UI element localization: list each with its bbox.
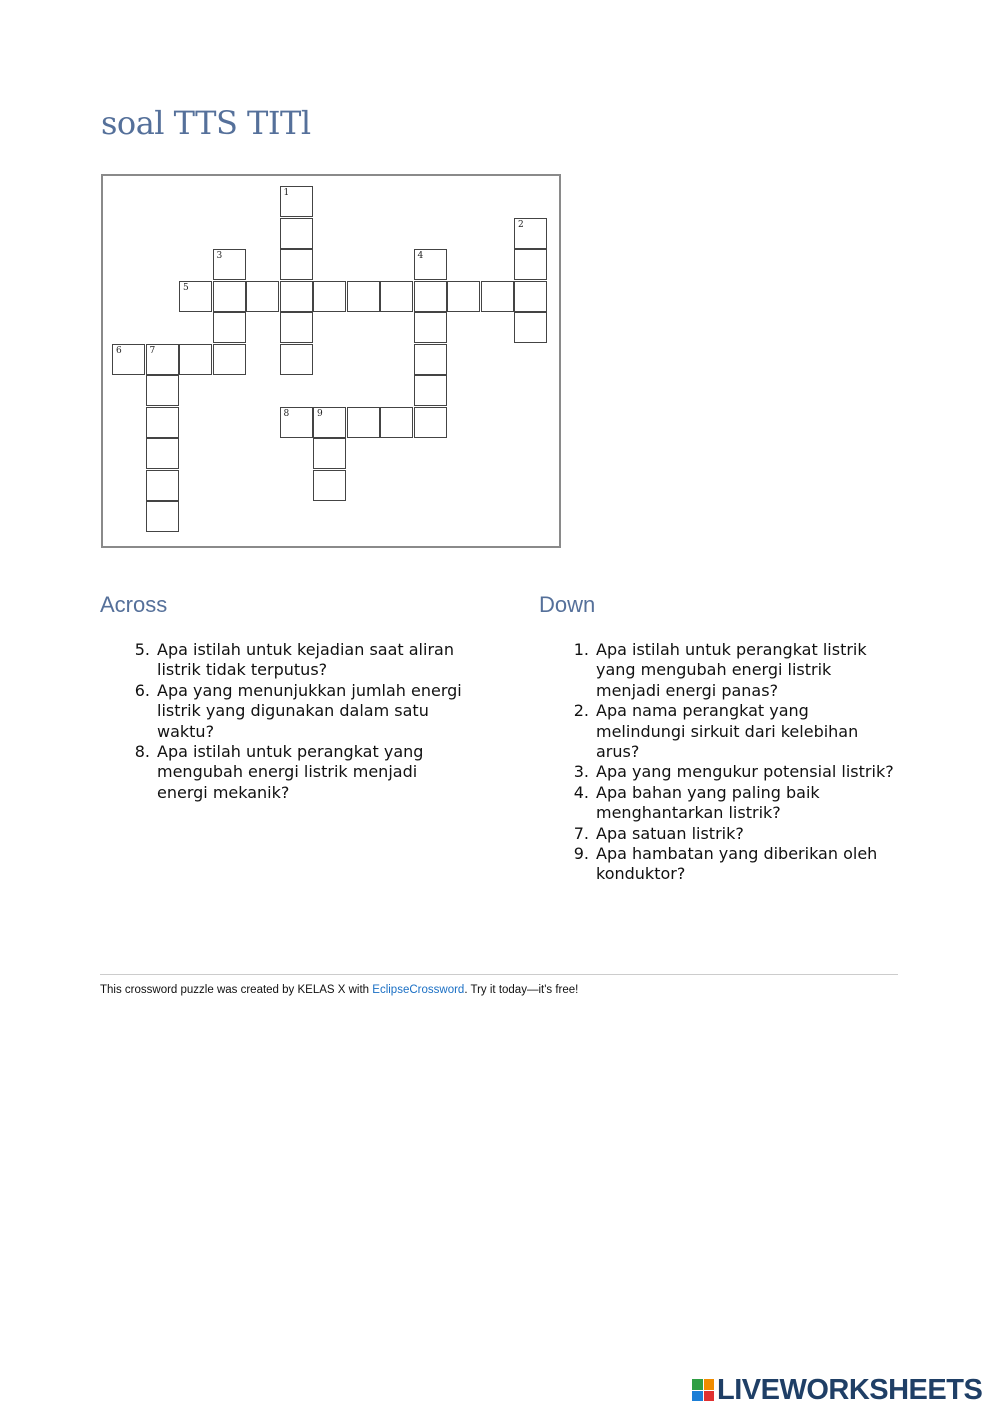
- crossword-cell[interactable]: [246, 281, 279, 312]
- crossword-cell[interactable]: [313, 281, 346, 312]
- crossword-cell[interactable]: [146, 470, 179, 501]
- clue-text: Apa nama perangkat yang melindungi sirkuit dari kelebihan arus?: [596, 701, 859, 762]
- crossword-cell[interactable]: [313, 470, 346, 501]
- clue-text: Apa istilah untuk perangkat yang mengubah energi listrik menjadi energi mekanik?: [157, 742, 424, 802]
- clue-number: 7.: [573, 823, 589, 843]
- crossword-cell[interactable]: [179, 344, 212, 375]
- clue-number-label: 2: [518, 219, 524, 230]
- crossword-cell[interactable]: [347, 407, 380, 438]
- clue-text: Apa bahan yang paling baik menghantarkan listrik?: [596, 782, 820, 823]
- clue-number-label: 3: [216, 251, 223, 261]
- crossword-cell[interactable]: [414, 344, 447, 375]
- crossword-cell[interactable]: [280, 186, 313, 217]
- across-clue: [107, 681, 467, 742]
- liveworksheets-brand[interactable]: [692, 1374, 982, 1406]
- crossword-cell[interactable]: [280, 407, 313, 438]
- across-heading: Across: [100, 592, 168, 617]
- crossword-cell[interactable]: [414, 375, 447, 406]
- page-title: soal TTS TITl: [101, 104, 311, 142]
- crossword-cell[interactable]: [280, 281, 313, 312]
- down-clue: [546, 844, 896, 885]
- crossword-cell[interactable]: [146, 438, 179, 469]
- crossword-cell[interactable]: [146, 501, 179, 532]
- crossword-cell[interactable]: [514, 312, 547, 343]
- crossword-cell[interactable]: [280, 312, 313, 343]
- crossword-grid: [101, 174, 561, 548]
- brand-name: LIVEWORKSHEETS: [717, 1373, 983, 1406]
- crossword-cell[interactable]: [380, 407, 413, 438]
- clue-number: 4.: [573, 782, 589, 802]
- footer-prefix: This crossword puzzle was created by KELAS X with: [100, 984, 373, 996]
- clue-number-label: 5: [183, 282, 189, 293]
- crossword-cell[interactable]: [414, 407, 447, 438]
- across-clue: [107, 742, 467, 803]
- liveworksheets-logo-icon: [692, 1379, 714, 1401]
- crossword-cell[interactable]: [481, 281, 514, 312]
- across-clue-list: [107, 640, 467, 803]
- crossword-cell[interactable]: [514, 281, 547, 312]
- crossword-cell[interactable]: [213, 281, 246, 312]
- crossword-cell[interactable]: [280, 218, 313, 249]
- crossword-cell[interactable]: [146, 344, 179, 375]
- crossword-cell[interactable]: [447, 281, 480, 312]
- crossword-cell[interactable]: [414, 281, 447, 312]
- crossword-cell[interactable]: [213, 344, 246, 375]
- crossword-cell[interactable]: [514, 218, 547, 249]
- down-clue-list: [546, 640, 896, 885]
- footer-divider: [100, 974, 898, 975]
- across-clue: [107, 640, 467, 681]
- clue-number: 1.: [573, 640, 589, 659]
- clue-text: Apa yang menunjukkan jumlah energi listrik yang digunakan dalam satu waktu?: [157, 680, 462, 741]
- clue-number: 6.: [134, 680, 150, 700]
- clue-number-label: 1: [283, 188, 290, 198]
- down-heading: Down: [539, 592, 596, 617]
- crossword-cell[interactable]: [313, 407, 346, 438]
- clue-text: Apa yang mengukur potensial listrik?: [596, 762, 894, 782]
- crossword-cell[interactable]: [347, 281, 380, 312]
- clue-text: Apa istilah untuk kejadian saat aliran listrik tidak terputus?: [157, 640, 454, 680]
- clue-number-label: 8: [283, 408, 290, 419]
- clue-number: 8.: [134, 742, 150, 762]
- clue-number: 5.: [134, 640, 150, 659]
- crossword-cell[interactable]: [146, 407, 179, 438]
- clue-text: Apa istilah untuk perangkat listrik yang mengubah energi listrik menjadi energi panas?: [596, 640, 867, 700]
- down-clue: [546, 762, 896, 782]
- crossword-cell[interactable]: [280, 249, 313, 280]
- footer-credit: [100, 984, 578, 996]
- crossword-cell[interactable]: [146, 375, 179, 406]
- crossword-cell[interactable]: [414, 249, 447, 280]
- clue-number-label: 9: [317, 408, 323, 419]
- clue-number-label: 7: [149, 345, 156, 356]
- crossword-cell[interactable]: [280, 344, 313, 375]
- crossword-cell[interactable]: [179, 281, 212, 312]
- clue-number: 2.: [573, 701, 589, 721]
- crossword-cell[interactable]: [213, 312, 246, 343]
- clue-text: Apa hambatan yang diberikan oleh konduktor?: [596, 844, 878, 884]
- clue-number-label: 4: [417, 251, 424, 261]
- down-clue: [546, 640, 896, 701]
- crossword-cell[interactable]: [414, 312, 447, 343]
- crossword-cell[interactable]: [213, 249, 246, 280]
- crossword-cell[interactable]: [514, 249, 547, 280]
- clue-number: 9.: [573, 844, 589, 864]
- down-clue: [546, 783, 896, 824]
- down-clue: [546, 824, 896, 844]
- eclipsecrossword-link[interactable]: EclipseCrossword: [372, 984, 465, 996]
- clue-number-label: 6: [116, 345, 122, 356]
- clue-text: Apa satuan listrik?: [596, 823, 744, 843]
- crossword-cell[interactable]: [313, 438, 346, 469]
- crossword-cell[interactable]: [112, 344, 145, 375]
- footer-suffix: . Try it today—it's free!: [464, 984, 579, 996]
- clue-number: 3.: [573, 762, 589, 782]
- down-clue: [546, 701, 896, 762]
- crossword-cell[interactable]: [380, 281, 413, 312]
